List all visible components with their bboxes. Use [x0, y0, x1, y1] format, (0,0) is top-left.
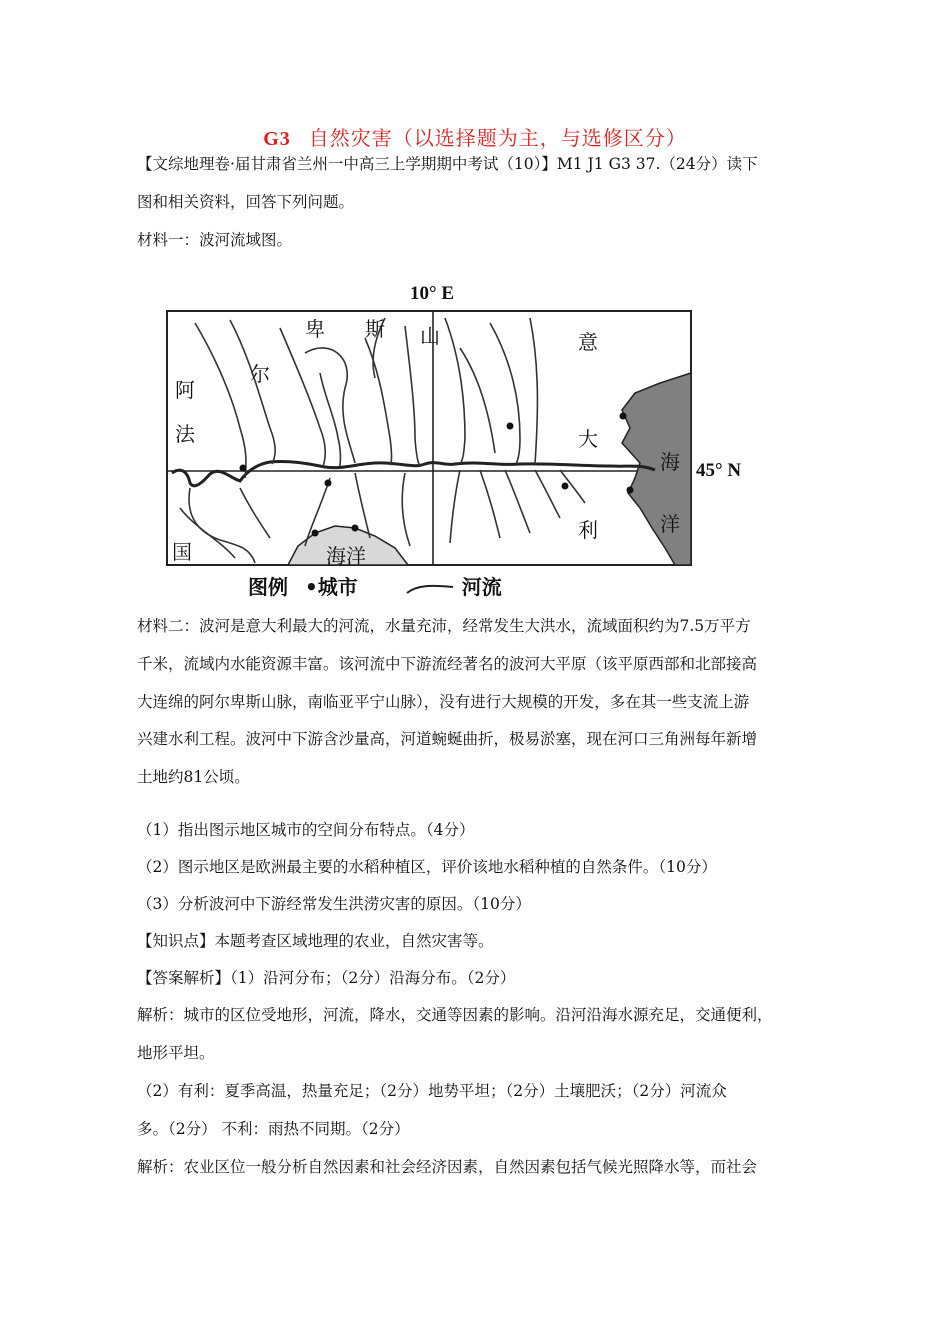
legend	[248, 571, 502, 600]
city	[562, 483, 569, 490]
latitude-label: 45° N	[696, 460, 742, 481]
city	[325, 480, 332, 487]
title-text: 自然灾害（以选择题为主，与选修区分）	[308, 126, 687, 150]
map-label-sea-south: 海洋	[326, 544, 366, 568]
map-frame	[167, 311, 691, 565]
map-label-italy-2: 大	[578, 427, 598, 451]
analysis-1-a: 解析：城市的区位受地形，河流，降水，交通等因素的影响。沿河沿海水源充足，交通便利，	[137, 1006, 773, 1024]
page-title	[0, 122, 950, 151]
map-label-alps-1: 卑	[305, 317, 325, 341]
po-river-basin-map	[160, 278, 780, 603]
legend-city: •城市	[304, 575, 358, 599]
material-2-line-3: 大连绵的阿尔卑斯山脉，南临亚平宁山脉），没有进行大规模的开发，多在其一些支流上游	[137, 693, 750, 711]
legend-river: 河流	[461, 575, 502, 599]
map-label-france-1: 法	[175, 422, 195, 446]
map-label-alps-4: 尔	[250, 362, 270, 386]
map-label-sea-2: 洋	[660, 512, 680, 536]
longitude-label: 10° E	[410, 283, 455, 304]
city	[352, 525, 359, 532]
title-code: G3	[263, 128, 291, 150]
map-label-italy-3: 利	[578, 518, 598, 542]
answer-line-2b: 多。（2分） 不利：雨热不同期。（2分）	[137, 1120, 410, 1138]
city	[620, 413, 627, 420]
map-label-italy-1: 意	[578, 330, 598, 354]
knowledge-point: 【知识点】本题考查区域地理的农业，自然灾害等。	[137, 932, 494, 950]
material-2-line-5: 土地约81公顷。	[137, 768, 250, 786]
source-line-1: 【文综地理卷·届甘肃省兰州一中高三上学期期中考试（10）】M1 J1 G3 37.（24分）读下	[137, 155, 758, 173]
map-label-alps-5: 阿	[175, 378, 195, 402]
city	[627, 487, 634, 494]
answer-line-2a: （2）有利：夏季高温，热量充足；（2分）地势平坦；（2分）土壤肥沃；（2分）河流众	[137, 1082, 727, 1100]
city	[507, 423, 514, 430]
material-2-line-4: 兴建水利工程。波河中下游含沙量高，河道蜿蜒曲折，极易淤塞，现在河口三角洲每年新增	[137, 730, 758, 748]
map-label-france-2: 国	[172, 540, 192, 564]
material-2-line-2: 千米，流域内水能资源丰富。该河流中下游流经著名的波河大平原（该平原西部和北部接高	[137, 655, 758, 673]
legend-prefix: 图例	[248, 575, 288, 599]
city	[240, 465, 247, 472]
source-line-2: 图和相关资料，回答下列问题。	[137, 193, 355, 211]
question-3: （3）分析波河中下游经常发生洪涝灾害的原因。（10分）	[137, 895, 531, 913]
question-2: （2）图示地区是欧洲最主要的水稻种植区，评价该地水稻种植的自然条件。（10分）	[137, 858, 717, 876]
map-label-sea-1: 海	[660, 450, 680, 474]
map-label-alps-2: 斯	[365, 317, 385, 341]
city	[312, 530, 319, 537]
material-2-line-1: 材料二：波河是意大利最大的河流，水量充沛，经常发生大洪水，流域面积约为7.5万平方	[137, 617, 751, 635]
answer-line-1: 【答案解析】（1）沿河分布；（2分）沿海分布。（2分）	[137, 969, 516, 987]
legend-river-symbol	[405, 581, 455, 597]
material-1-heading: 材料一：波河流域图。	[137, 231, 293, 249]
analysis-2: 解析：农业区位一般分析自然因素和社会经济因素，自然因素包括气候光照降水等，而社会	[137, 1158, 758, 1176]
map-label-alps-3: 山	[420, 324, 440, 348]
question-1: （1）指出图示地区城市的空间分布特点。（4分）	[137, 821, 475, 839]
analysis-1-b: 地形平坦。	[137, 1044, 215, 1062]
map-svg	[160, 278, 780, 603]
